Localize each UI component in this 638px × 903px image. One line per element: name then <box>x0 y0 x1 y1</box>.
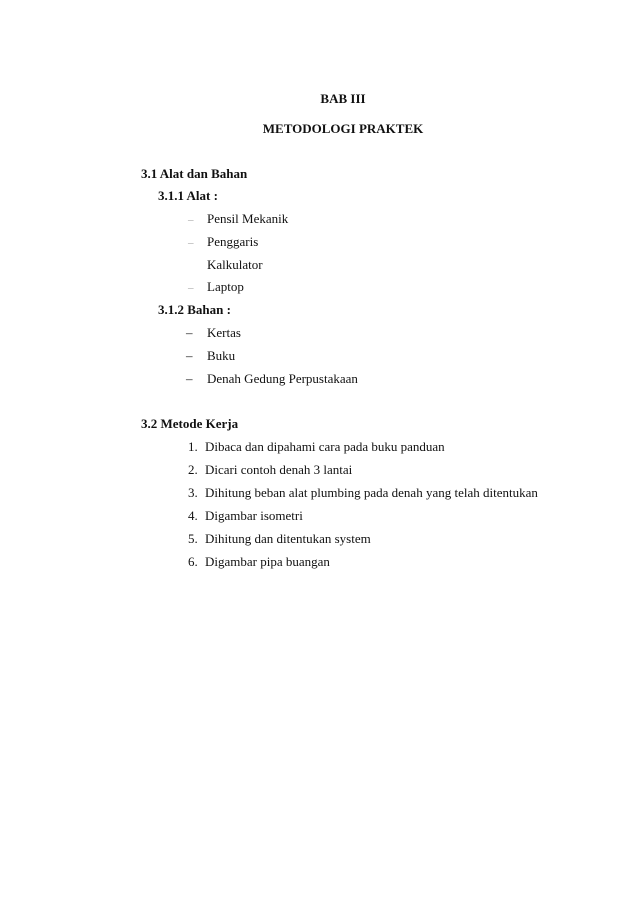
step-text: Digambar isometri <box>205 508 303 523</box>
section-heading-metode-kerja: 3.2 Metode Kerja <box>141 416 239 431</box>
list-dash: – <box>186 325 193 340</box>
list-item: Denah Gedung Perpustakaan <box>207 371 358 386</box>
list-item: Kertas <box>207 325 241 340</box>
list-item: Penggaris <box>207 234 259 249</box>
subsection-heading-bahan: 3.1.2 Bahan : <box>158 302 231 317</box>
list-item: Pensil Mekanik <box>207 211 289 226</box>
step-number: 5. <box>188 531 198 546</box>
list-item: Buku <box>207 348 236 363</box>
step-number: 6. <box>188 554 198 569</box>
step-text: Dicari contoh denah 3 lantai <box>205 462 353 477</box>
step-number: 2. <box>188 462 198 477</box>
chapter-number: BAB III <box>320 91 366 106</box>
list-dash: – <box>188 237 194 249</box>
list-item: Laptop <box>207 279 244 294</box>
list-dash: – <box>186 348 193 363</box>
step-number: 3. <box>188 485 198 500</box>
step-text: Dihitung dan ditentukan system <box>205 531 371 546</box>
subsection-heading-alat: 3.1.1 Alat : <box>158 188 218 203</box>
step-text: Dihitung beban alat plumbing pada denah yang telah ditentukan <box>205 485 538 500</box>
list-dash: – <box>188 214 194 226</box>
section-heading-alat-bahan: 3.1 Alat dan Bahan <box>141 166 248 181</box>
chapter-title: METODOLOGI PRAKTEK <box>262 121 424 136</box>
step-number: 1. <box>188 439 198 454</box>
list-item: Kalkulator <box>207 257 263 272</box>
step-text: Digambar pipa buangan <box>205 554 330 569</box>
step-number: 4. <box>188 508 198 523</box>
list-dash: – <box>186 371 193 386</box>
list-dash: – <box>188 282 194 294</box>
step-text: Dibaca dan dipahami cara pada buku panduan <box>205 439 445 454</box>
